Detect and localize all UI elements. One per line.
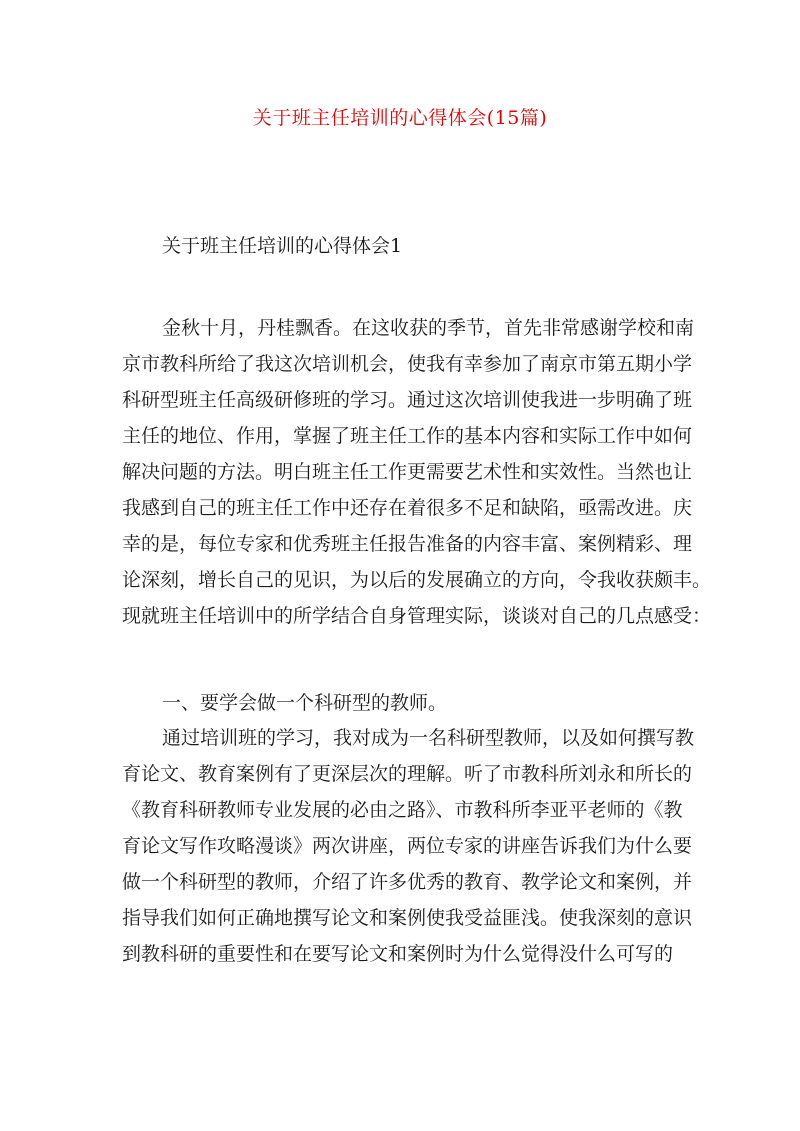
paragraph-line: 《教育科研教师专业发展的必由之路》、市教科所李亚平老师的《教 [122,799,683,821]
paragraph-line: 育论文、教育案例有了更深层次的理解。听了市教科所刘永和所长的 [122,763,693,785]
paragraph-line: 现就班主任培训中的所学结合自身管理实际，谈谈对自己的几点感受： [122,605,712,627]
paragraph-line: 科研型班主任高级研修班的学习。通过这次培训使我进一步明确了班 [122,389,693,411]
paragraph-line: 金秋十月，丹桂飘香。在这收获的季节，首先非常感谢学校和南 [162,317,695,339]
paragraph-line: 做一个科研型的教师，介绍了许多优秀的教育、教学论文和案例，并 [122,871,693,893]
paragraph-line: 幸的是，每位专家和优秀班主任报告准备的内容丰富、案例精彩、理 [122,533,693,555]
paragraph-line: 我感到自己的班主任工作中还存在着很多不足和缺陷，亟需改进。庆 [122,497,693,519]
paragraph-1 [122,310,712,634]
paragraph-line: 通过培训班的学习，我对成为一名科研型教师，以及如何撰写教 [162,727,695,749]
paragraph-line: 一、要学会做一个科研型的教师。 [162,692,448,714]
paragraph-line: 育论文写作攻略漫谈》两次讲座，两位专家的讲座告诉我们为什么要 [122,835,693,857]
paragraph-line: 论深刻，增长自己的见识，为以后的发展确立的方向，令我收获颇丰。 [122,569,712,591]
paragraph-2 [122,685,682,721]
paragraph-line: 京市教科所给了我这次培训机会，使我有幸参加了南京市第五期小学 [122,353,693,375]
paragraph-line: 到教科研的重要性和在要写论文和案例时为什么觉得没什么可写的 [122,943,674,965]
paragraph-3 [122,720,695,972]
document-title: 关于班主任培训的心得体会(15篇) [252,107,548,129]
paragraph-line: 主任的地位、作用，掌握了班主任工作的基本内容和实际工作中如何 [122,425,693,447]
paragraph-line: 指导我们如何正确地撰写论文和案例使我受益匪浅。使我深刻的意识 [122,907,693,929]
section-heading: 关于班主任培训的心得体会1 [162,235,403,257]
paragraph-line: 解决问题的方法。明白班主任工作更需要艺术性和实效性。当然也让 [122,461,693,483]
